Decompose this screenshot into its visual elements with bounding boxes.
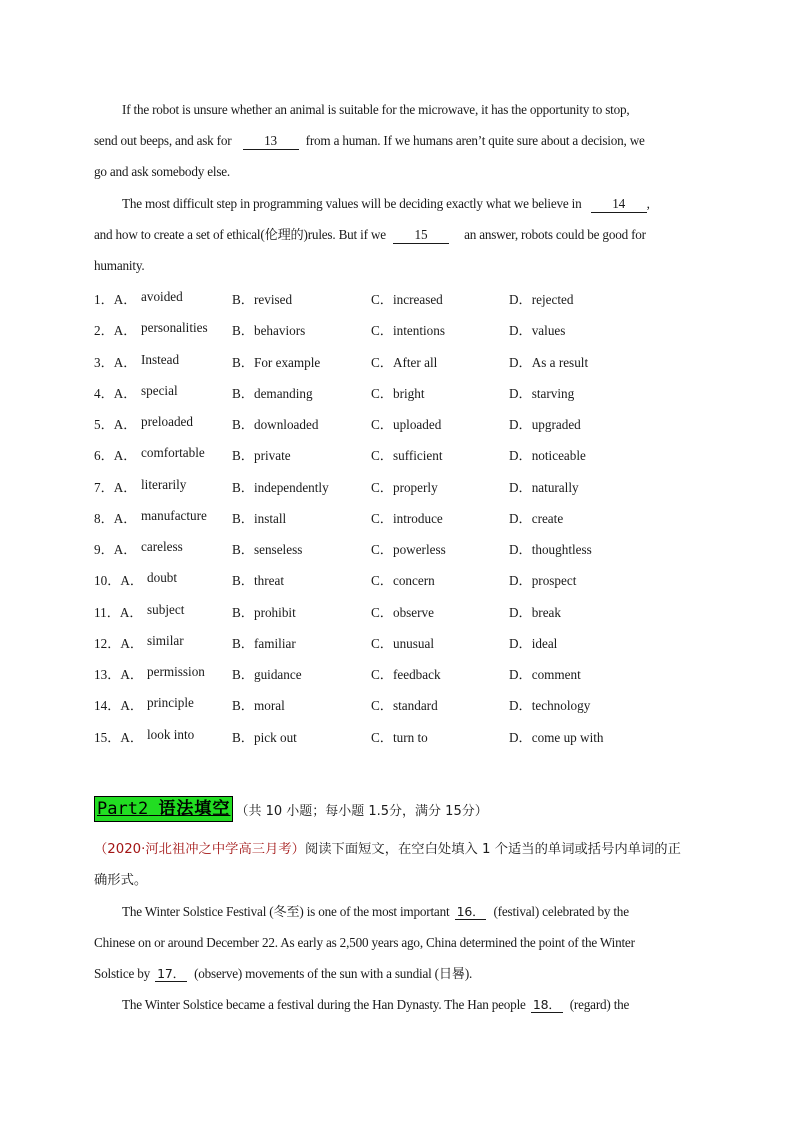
text-line: [94, 219, 700, 250]
part2-title: 语法填空: [158, 799, 231, 819]
option-row: [94, 407, 700, 438]
option-number: 15．A．: [94, 729, 144, 745]
option-b: B．senseless: [232, 542, 303, 557]
text-line: [94, 188, 700, 219]
option-d: D．starving: [509, 385, 575, 401]
option-b: B．guidance: [232, 667, 302, 682]
option-b: B．behaviors: [232, 323, 306, 339]
text-segment: from a human. If we humans aren’t quite sure about a decision, we: [305, 133, 645, 148]
text-segment: an answer, robots could be good for: [464, 227, 646, 242]
option-c: C．concern: [371, 573, 435, 589]
option-a: preloaded: [141, 414, 193, 429]
option-row: [94, 720, 700, 751]
part2-instructions: [94, 834, 700, 896]
option-row: [94, 595, 700, 626]
option-a: careless: [141, 539, 183, 554]
option-number: 1．A．: [94, 292, 137, 307]
text-segment: 阅读下面短文，在空白处填入 1 个适当的单词或括号内单词的正: [304, 842, 681, 857]
option-b: B．pick out: [232, 729, 297, 745]
option-number: 7．A．: [94, 479, 137, 495]
option-b: B．independently: [232, 479, 329, 495]
option-d: D．come up with: [509, 729, 604, 745]
option-c: C．sufficient: [371, 448, 443, 464]
part2-label: Part2: [97, 799, 149, 819]
option-row: [94, 282, 700, 313]
option-number: 10．A．: [94, 573, 144, 589]
option-number: 3．A．: [94, 354, 137, 370]
option-number: 8．A．: [94, 510, 137, 526]
option-row: [94, 657, 700, 688]
text-segment: The most difficult step in programming values will be deciding exactly what we believe in: [122, 196, 582, 211]
option-row: [94, 313, 700, 344]
option-a: doubt: [147, 570, 178, 586]
text-segment: Solstice by: [94, 966, 151, 981]
blank-17: 17．: [157, 966, 185, 981]
option-c: C．standard: [371, 698, 438, 714]
option-number: 12．A．: [94, 635, 144, 651]
part2-heading: [94, 796, 488, 826]
option-b: B．moral: [232, 698, 285, 714]
option-b: B．downloaded: [232, 417, 319, 432]
option-row: [94, 626, 700, 657]
option-number: 11．A．: [94, 604, 143, 620]
options-list: [94, 282, 700, 751]
option-row: [94, 376, 700, 407]
option-d: D．values: [509, 323, 566, 339]
text-line: [94, 834, 700, 865]
text-line: Chinese on or around December 22. As early as 2,500 years ago, China determined the point of the Winter: [94, 935, 635, 950]
option-row: [94, 688, 700, 719]
option-a: similar: [147, 632, 184, 648]
option-b: B．prohibit: [232, 604, 296, 620]
option-a: look into: [147, 726, 195, 742]
option-number: 4．A．: [94, 385, 137, 401]
option-b: B．threat: [232, 573, 285, 589]
passage-paragraph-2: [94, 188, 700, 281]
option-number: 9．A．: [94, 542, 137, 557]
part2-note: （共 10 小题；每小题 1.5分，满分 15分）: [235, 803, 488, 819]
option-b: B．familiar: [232, 635, 296, 651]
option-c: C．bright: [371, 385, 425, 401]
option-d: D．As a result: [509, 354, 589, 370]
option-d: D．technology: [509, 698, 591, 714]
option-b: B．For example: [232, 354, 321, 370]
option-d: D．break: [509, 604, 561, 620]
option-b: B．install: [232, 510, 287, 526]
option-a: special: [141, 382, 178, 398]
option-a: principle: [147, 695, 194, 711]
option-a: comfortable: [141, 445, 205, 461]
option-row: [94, 563, 700, 594]
blank-15: 15: [393, 227, 449, 244]
text-segment: and how to create a set of ethical(伦理的)rules. But if we: [94, 227, 386, 242]
blank-13: 13: [243, 133, 299, 150]
option-row: [94, 438, 700, 469]
option-d: D．thoughtless: [509, 542, 592, 557]
option-a: personalities: [141, 320, 208, 336]
text-segment: (regard) the: [569, 997, 630, 1012]
passage2-paragraph-2: [94, 989, 700, 1020]
option-d: D．upgraded: [509, 417, 581, 432]
option-c: C．After all: [371, 354, 438, 370]
option-d: D．rejected: [509, 292, 574, 307]
text-segment: (festival) celebrated by the: [493, 904, 629, 919]
text-line: [94, 896, 700, 927]
source-tag: （2020·河北祖冲之中学高三月考）: [94, 842, 305, 857]
option-b: B．revised: [232, 292, 293, 307]
text-line: If the robot is unsure whether an animal is suitable for the microwave, it has the opportunity to stop,: [122, 102, 630, 117]
option-d: D．ideal: [509, 635, 558, 651]
option-a: permission: [147, 664, 205, 679]
passage-paragraph-1: [94, 94, 700, 187]
option-number: 2．A．: [94, 323, 137, 339]
option-number: 6．A．: [94, 448, 137, 464]
option-number: 5．A．: [94, 417, 137, 432]
option-b: B．demanding: [232, 385, 313, 401]
text-segment: send out beeps, and ask for: [94, 133, 232, 148]
text-segment: The Winter Solstice became a festival during the Han Dynasty. The Han people: [122, 997, 526, 1012]
option-c: C．unusual: [371, 635, 435, 651]
text-line: humanity.: [94, 258, 145, 273]
passage2-paragraph-1: [94, 896, 700, 989]
option-row: [94, 470, 700, 501]
text-segment: (observe) movements of the sun with a sundial (日晷).: [194, 966, 473, 981]
option-d: D．noticeable: [509, 448, 586, 464]
option-c: C．increased: [371, 292, 443, 307]
option-d: D．create: [509, 510, 564, 526]
blank-14: 14: [591, 196, 647, 213]
option-c: C．uploaded: [371, 417, 442, 432]
text-line: go and ask somebody else.: [94, 164, 231, 179]
option-d: D．naturally: [509, 479, 579, 495]
option-a: literarily: [141, 476, 187, 492]
text-line: [94, 958, 700, 989]
text-line: [94, 125, 700, 156]
option-c: C．feedback: [371, 667, 441, 682]
option-c: C．turn to: [371, 729, 428, 745]
option-a: subject: [147, 601, 185, 617]
option-a: manufacture: [141, 507, 207, 523]
text-segment: ,: [646, 196, 650, 211]
text-segment: The Winter Solstice Festival (冬至) is one of the most important: [122, 904, 450, 919]
text-line: 确形式。: [94, 873, 148, 888]
option-c: C．intentions: [371, 323, 445, 339]
option-a: Instead: [141, 351, 180, 367]
option-row: [94, 501, 700, 532]
option-row: [94, 345, 700, 376]
option-a: avoided: [141, 289, 183, 304]
part2-label-box: [94, 796, 233, 822]
blank-18: 18．: [532, 997, 561, 1012]
option-c: C．observe: [371, 604, 434, 620]
option-row: [94, 532, 700, 563]
option-d: D．prospect: [509, 573, 577, 589]
blank-16: 16．: [456, 904, 485, 919]
text-line: [94, 989, 700, 1020]
option-number: 14．A．: [94, 698, 144, 714]
option-c: C．properly: [371, 479, 438, 495]
option-c: C．introduce: [371, 510, 443, 526]
option-b: B．private: [232, 448, 291, 464]
option-d: D．comment: [509, 667, 581, 682]
option-number: 13．A．: [94, 667, 144, 682]
option-c: C．powerless: [371, 542, 446, 557]
